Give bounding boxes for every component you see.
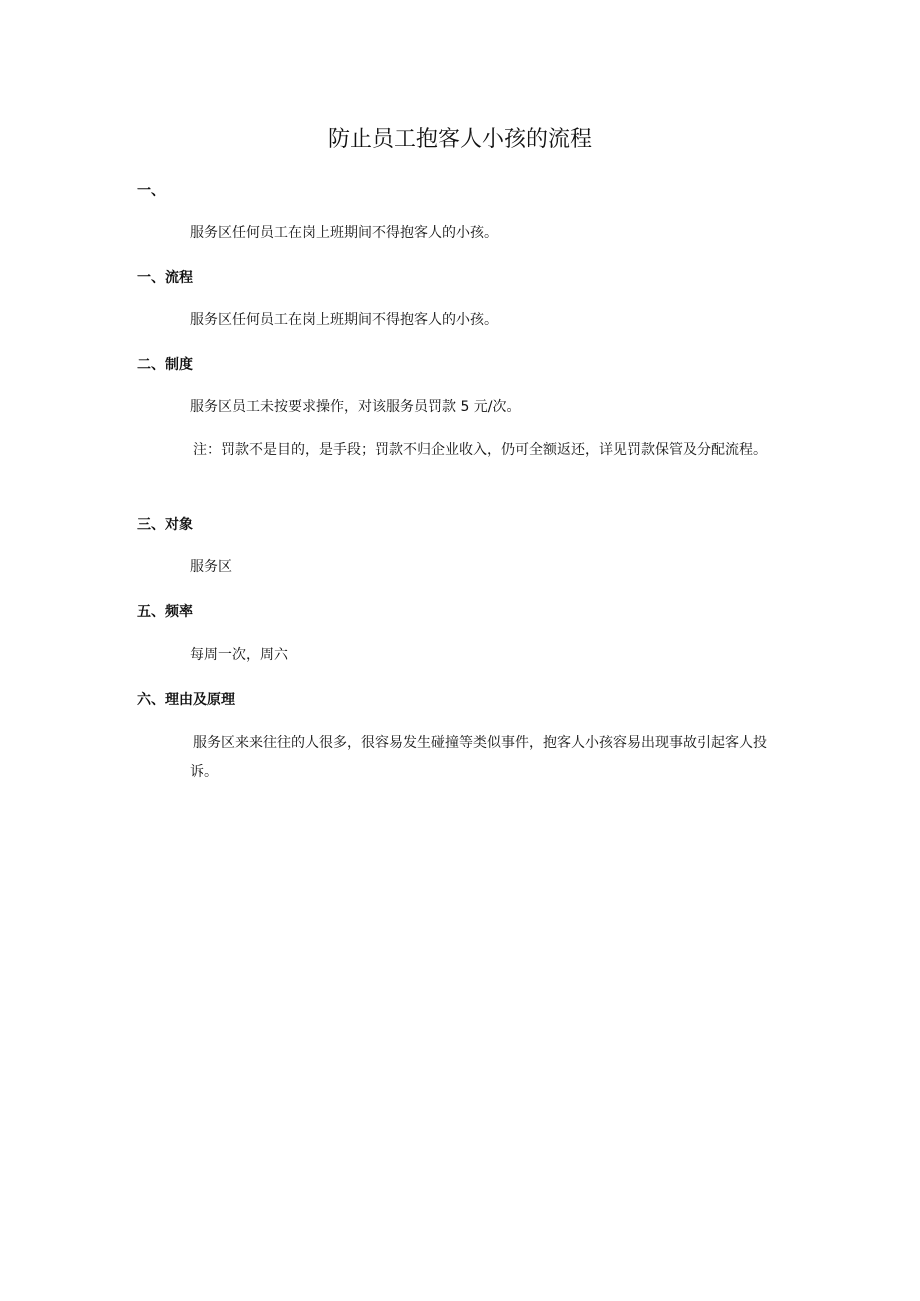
- document-title: 防止员工抱客人小孩的流程: [327, 127, 592, 152]
- policy-note-paragraph: 注：罚款不是目的，是手段；罚款不归企业收入，仍可全额返还，详见罚款保管及分配流程。: [193, 442, 767, 458]
- policy-paragraph: 服务区员工未按要求操作，对该服务员罚款 5 元/次。: [190, 399, 521, 415]
- rationale-paragraph: 服务区来来往往的人很多，很容易发生碰撞等类似事件，抱客人小孩容易出现事故引起客人投诉。: [190, 735, 767, 780]
- target-paragraph: 服务区: [190, 559, 232, 575]
- section-heading-policy: 二、制度: [137, 357, 193, 373]
- section-heading-1: 一、: [137, 183, 165, 199]
- section-heading-target: 三、对象: [137, 517, 193, 533]
- section-heading-frequency: 五、频率: [137, 604, 193, 620]
- section-heading-rationale: 六、理由及原理: [137, 692, 235, 708]
- section-1-paragraph: 服务区任何员工在岗上班期间不得抱客人的小孩。: [190, 225, 498, 241]
- frequency-paragraph: 每周一次，周六: [190, 647, 288, 663]
- process-paragraph: 服务区任何员工在岗上班期间不得抱客人的小孩。: [190, 312, 498, 328]
- section-heading-process: 一、流程: [137, 270, 193, 286]
